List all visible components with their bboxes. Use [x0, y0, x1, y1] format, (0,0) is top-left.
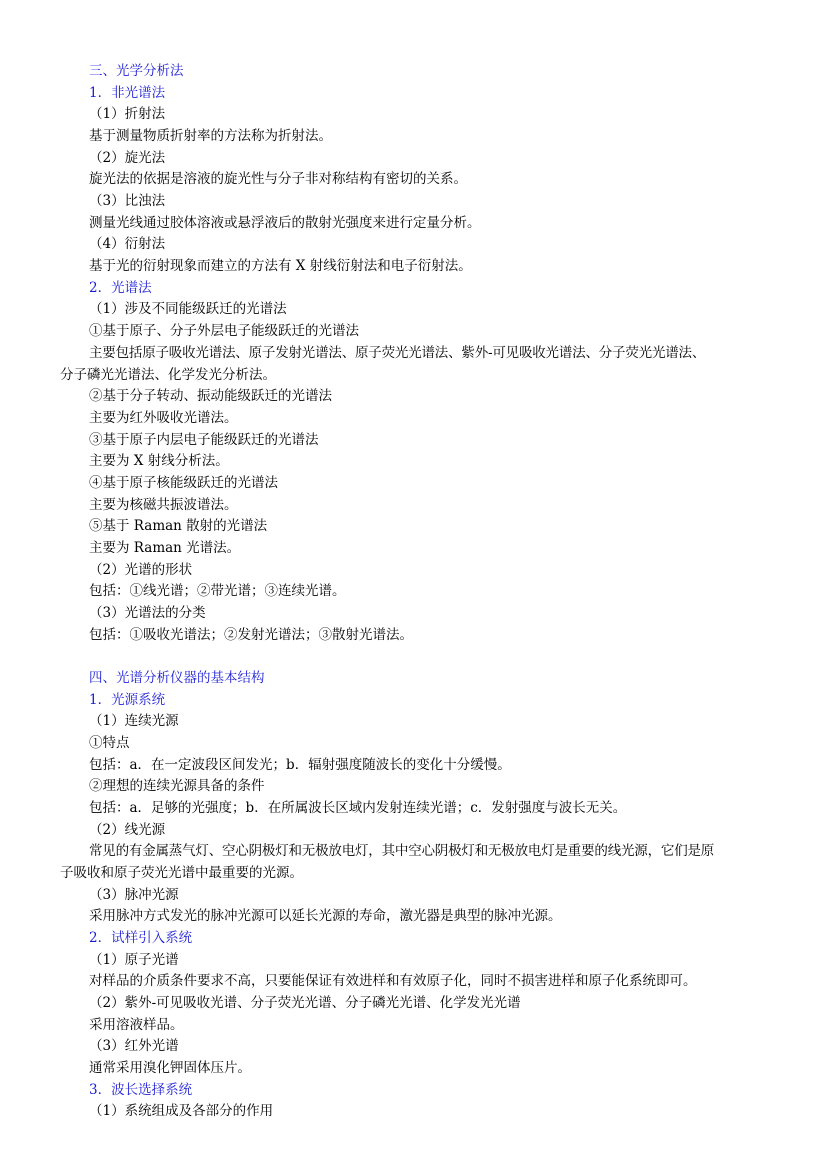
- sub-item-heading: ①基于原子、分子外层电子能级跃迁的光谱法: [89, 323, 359, 339]
- paragraph-continuation: 分子磷光光谱法、化学发光分析法。: [60, 367, 276, 383]
- paragraph: 包括：①线光谱；②带光谱；③连续光谱。: [89, 583, 346, 599]
- item-heading: （2）旋光法: [89, 150, 166, 166]
- sub-item-heading: ②基于分子转动、振动能级跃迁的光谱法: [89, 388, 332, 404]
- item-heading: （3）红外光谱: [89, 1038, 179, 1054]
- paragraph: 主要为核磁共振波谱法。: [89, 497, 238, 513]
- paragraph: 对样品的介质条件要求不高，只要能保证有效进样和有效原子化，同时不损害进样和原子化系统即可。: [89, 973, 697, 989]
- paragraph-continuation: 子吸收和原子荧光光谱中最重要的光源。: [60, 865, 303, 881]
- paragraph: 包括：①吸收光谱法；②发射光谱法；③散射光谱法。: [89, 627, 413, 643]
- sub-item-heading: ②理想的连续光源具备的条件: [89, 778, 265, 794]
- sub-item-heading: ⑤基于 Raman 散射的光谱法: [89, 518, 268, 534]
- item-heading: （4）衍射法: [89, 236, 166, 252]
- item-heading: （1）系统组成及各部分的作用: [89, 1103, 274, 1119]
- item-heading: （2）紫外-可见吸收光谱、分子荧光光谱、分子磷光光谱、化学发光光谱: [89, 995, 521, 1011]
- section-heading-4: 四、光谱分析仪器的基本结构: [89, 670, 265, 686]
- sub-item-heading: ①特点: [89, 735, 130, 751]
- paragraph: 基于光的衍射现象而建立的方法有 X 射线衍射法和电子衍射法。: [89, 258, 472, 274]
- sub-item-heading: ④基于原子核能级跃迁的光谱法: [89, 475, 278, 491]
- paragraph: 包括：a．足够的光强度；b．在所属波长区域内发射连续光谱；c．发射强度与波长无关。: [89, 800, 627, 816]
- item-heading: （3）比浊法: [89, 193, 166, 209]
- subsection-heading-2: 2．试样引入系统: [89, 930, 193, 946]
- item-heading: （2）线光源: [89, 822, 166, 838]
- subsection-heading-1: 1．光源系统: [89, 692, 166, 708]
- item-heading: （3）光谱法的分类: [89, 605, 206, 621]
- sub-item-heading: ③基于原子内层电子能级跃迁的光谱法: [89, 432, 319, 448]
- item-heading: （1）连续光源: [89, 713, 179, 729]
- paragraph: 常见的有金属蒸气灯、空心阴极灯和无极放电灯，其中空心阴极灯和无极放电灯是重要的线光源，它们是原: [89, 843, 715, 859]
- item-heading: （2）光谱的形状: [89, 562, 193, 578]
- paragraph: 旋光法的依据是溶液的旋光性与分子非对称结构有密切的关系。: [89, 171, 467, 187]
- paragraph: 采用溶液样品。: [89, 1017, 184, 1033]
- paragraph: 通常采用溴化钾固体压片。: [89, 1060, 251, 1076]
- paragraph: 测量光线通过胶体溶液或悬浮液后的散射光强度来进行定量分析。: [89, 215, 481, 231]
- subsection-heading-2: 2．光谱法: [89, 280, 152, 296]
- paragraph: 主要为红外吸收光谱法。: [89, 410, 238, 426]
- paragraph: 主要为 Raman 光谱法。: [89, 540, 241, 556]
- paragraph: 主要为 X 射线分析法。: [89, 453, 229, 469]
- section-heading-3: 三、光学分析法: [89, 63, 184, 79]
- item-heading: （1）原子光谱: [89, 952, 179, 968]
- paragraph: 主要包括原子吸收光谱法、原子发射光谱法、原子荧光光谱法、紫外-可见吸收光谱法、分子荧光光谱法、: [89, 345, 706, 361]
- subsection-heading-1: 1．非光谱法: [89, 85, 166, 101]
- paragraph: 基于测量物质折射率的方法称为折射法。: [89, 128, 332, 144]
- item-heading: （1）涉及不同能级跃迁的光谱法: [89, 301, 287, 317]
- subsection-heading-3: 3．波长选择系统: [89, 1082, 193, 1098]
- paragraph: 包括：a．在一定波段区间发光；b．辐射强度随波长的变化十分缓慢。: [89, 757, 511, 773]
- item-heading: （3）脉冲光源: [89, 887, 179, 903]
- item-heading: （1）折射法: [89, 106, 166, 122]
- paragraph: 采用脉冲方式发光的脉冲光源可以延长光源的寿命，激光器是典型的脉冲光源。: [89, 908, 562, 924]
